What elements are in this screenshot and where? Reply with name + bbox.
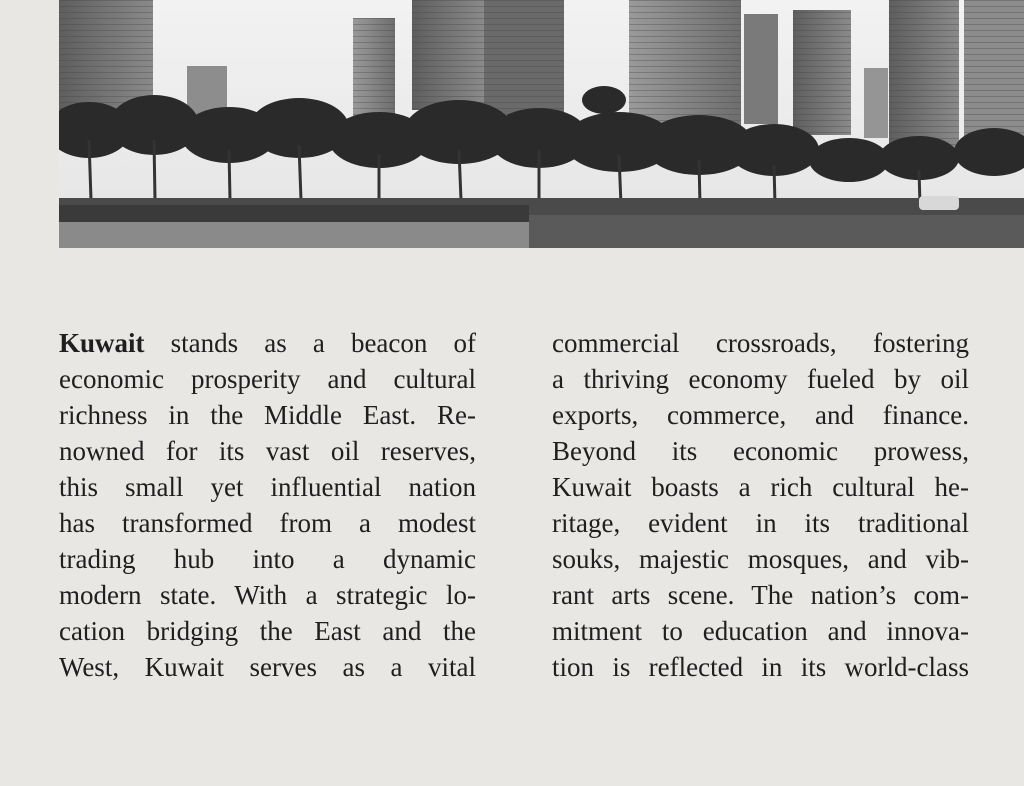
text-line: ritage, evident in its traditional [552, 508, 969, 538]
text-line: a thriving economy fueled by oil [552, 364, 969, 394]
text-line: trading hub into a dynamic [59, 544, 476, 574]
text-fragment: stands as a beacon of [144, 328, 476, 358]
text-line: richness in the Middle East. Re- [59, 400, 476, 430]
text-line: rant arts scene. The nation’s com- [552, 580, 969, 610]
text-line: has transformed from a modest [59, 508, 476, 538]
text-line: exports, commerce, and finance. [552, 400, 969, 430]
text-line: commercial crossroads, fostering [552, 328, 969, 358]
text-line: West, Kuwait serves as a vital [59, 652, 476, 682]
text-line: souks, majestic mosques, and vib- [552, 544, 969, 574]
text-line: tion is reflected in its world-class [552, 652, 969, 682]
lead-word: Kuwait [59, 328, 145, 358]
text-line: Kuwait boasts a rich cultural he- [552, 472, 969, 502]
text-line: nowned for its vast oil reserves, [59, 436, 476, 466]
text-line: this small yet influential nation [59, 472, 476, 502]
text-line: cation bridging the East and the [59, 616, 476, 646]
skyline-illustration [59, 0, 1024, 248]
text-line: economic prosperity and cultural [59, 364, 476, 394]
text-line [59, 325, 476, 361]
article-column-right [552, 325, 969, 685]
article-column-left [59, 325, 476, 685]
text-line: mitment to education and innova- [552, 616, 969, 646]
text-line: modern state. With a strategic lo- [59, 580, 476, 610]
city-skyline-photo [59, 0, 1024, 248]
text-line: Beyond its economic prowess, [552, 436, 969, 466]
